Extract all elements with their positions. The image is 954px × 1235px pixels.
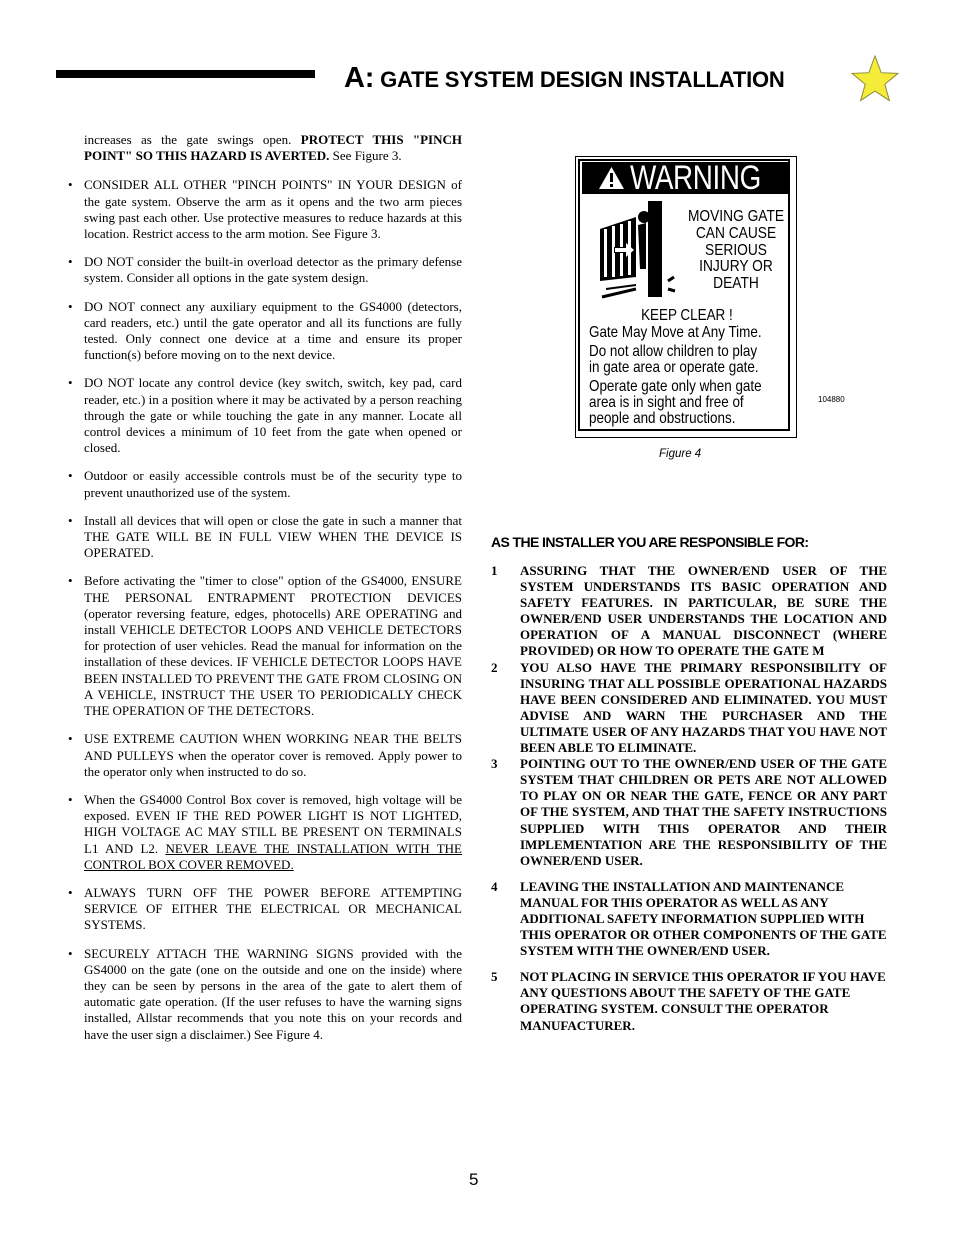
- page-title: [344, 60, 785, 98]
- item-text: YOU ALSO HAVE THE PRIMARY RESPONSIBILITY OF INSURING THAT ALL POSSIBLE OPERATIONAL HAZARDS HAVE BEEN CONSIDERED AND ELIMINATED. YOU MUST ADVISE AND WARN THE PURCHASER AND THE ULTIMATE USER OF ANY HAZARDS THAT YOU HAVE NOT BEEN ABLE TO ELIMINATE.: [520, 659, 887, 756]
- bullet-text: Before activating the "timer to close" option of the GS4000, ENSURE THE PERSONAL ENTRAPMENT PROTECTION DEVICES (operator reversing feature, edges, photocells) ARE OPERATING and install VEHICLE DETECTOR LOOPS AND VEHICLE DETECTORS for protection of user vehicles. Read the manual for information on the installation of these devices. IF VEHICLE DETECTOR LOOPS HAVE BEEN INSTALLED TO PREVENT THE GATE FROM CLOSING ON A VEHICLE, INSTRUCT THE USER TO PERIODICALLY CHECK THE OPERATION OF THE DETECTORS.: [84, 573, 462, 719]
- list-item: [491, 660, 887, 757]
- item-text: NOT PLACING IN SERVICE THIS OPERATOR IF YOU HAVE ANY QUESTIONS ABOUT THE SAFETY OF THE GATE OPERATING SYSTEM. CONSULT THE OPERATOR MANUFACTURER.: [520, 969, 886, 1033]
- bullet-icon: •: [68, 791, 73, 807]
- warning-header: [582, 159, 788, 197]
- intro-tail: See Figure 3.: [329, 148, 402, 164]
- bullet-item: [68, 792, 462, 873]
- bullet-icon: •: [68, 945, 73, 961]
- instruction-line: area is in sight and free of: [589, 394, 744, 411]
- bullet-underlined-text: NEVER LEAVE THE INSTALLATION WITH THE CONTROL BOX COVER REMOVED.: [84, 840, 462, 872]
- bullet-text: SECURELY ATTACH THE WARNING SIGNS provided with the GS4000 on the gate (one on the outside and one on the inside) where they can be seen by persons in the area of the gate to alert them of automatic gate operation. (If the user refuses to have the warning signs installed, Allstar recommends that you note this on your records and have the user sign a disclaimer.) See Figure 4.: [84, 945, 462, 1042]
- bullet-icon: •: [68, 177, 73, 193]
- bullet-icon: •: [68, 731, 73, 747]
- bullet-icon: •: [68, 298, 73, 314]
- intro-paragraph: [68, 132, 462, 164]
- list-item: [491, 563, 887, 660]
- item-number: 3: [491, 756, 498, 772]
- instruction-line: Operate gate only when gate: [589, 378, 762, 395]
- item-text: ASSURING THAT THE OWNER/END USER OF THE SYSTEM UNDERSTANDS ITS BASIC OPERATION AND SAFETY FEATURES. IN PARTICULAR, BE SURE THE OWNER/END USER UNDERSTANDS THE LOCATION AND OPERATION OF A MANUAL DISCONNECT (WHERE PROVIDED) OR HOW TO OPERATE THE GATE M: [520, 563, 887, 659]
- bullet-item: [68, 254, 462, 286]
- hazard-line: CAN CAUSE: [695, 224, 777, 242]
- bullet-icon: •: [68, 512, 73, 528]
- item-text: LEAVING THE INSTALLATION AND MAINTENANCE MANUAL FOR THIS OPERATOR AS WELL AS ANY ADDITIONAL SAFETY INFORMATION SUPPLIED WITH THIS OPERATOR OR OTHER COMPONENTS OF THE GATE SYSTEM WITH THE OWNER/END USER.: [520, 878, 887, 959]
- header-rule: [56, 70, 315, 78]
- bullet-item: [68, 375, 462, 456]
- warning-instructions: [589, 308, 791, 427]
- bullet-icon: •: [68, 468, 73, 484]
- intro-bold: PROTECT THIS "PINCH POINT" SO THIS HAZARD IS AVERTED.: [84, 132, 462, 164]
- bullet-item: [68, 513, 462, 562]
- bullet-item: [68, 946, 462, 1043]
- gate-crush-hazard-icon: [596, 199, 676, 299]
- instruction-line: Gate May Move at Any Time.: [589, 324, 762, 341]
- bullet-icon: •: [68, 375, 73, 391]
- bullet-icon: •: [68, 573, 73, 589]
- hazard-line: DEATH: [713, 275, 759, 293]
- item-text: POINTING OUT TO THE OWNER/END USER OF THE GATE SYSTEM THAT CHILDREN OR PETS ARE NOT ALLOWED TO PLAY ON OR NEAR THE GATE, FENCE OR ANY PART OF THE SYSTEM, AND THAT THE SAFETY INSTRUCTIONS SUPPLIED WITH THIS OPERATOR AND THEIR IMPLEMENTATION ARE THE RESPONSIBILITY OF THE OWNER/END USER.: [520, 756, 887, 868]
- left-column: [68, 132, 462, 1055]
- intro-text: increases as the gate swings open.: [84, 132, 301, 147]
- bullet-text: DO NOT consider the built-in overload detector as the primary defense system. Consider all options in the gate system design.: [84, 254, 462, 286]
- hazard-line: INJURY OR: [699, 258, 773, 276]
- bullet-icon: •: [68, 884, 73, 900]
- instruction-line: in gate area or operate gate.: [589, 359, 759, 376]
- star-icon: [851, 54, 899, 102]
- hazard-line: SERIOUS: [705, 241, 767, 259]
- list-item: [491, 756, 887, 869]
- bullet-text: DO NOT locate any control device (key switch, switch, key pad, card reader, etc.) in a position where it may be activated by a person reaching through the gate or while touching the gate in any manner. Locate all control devices a minimum of 10 feet from the gate when opened or closed.: [84, 375, 462, 456]
- hazard-line: MOVING GATE: [687, 208, 785, 225]
- keep-clear-label: KEEP CLEAR !: [641, 307, 733, 324]
- instruction-line: people and obstructions.: [589, 410, 736, 427]
- bullet-text: ALWAYS TURN OFF THE POWER BEFORE ATTEMPTING SERVICE OF EITHER THE ELECTRICAL OR MECHANICAL SYSTEMS.: [84, 884, 462, 933]
- list-item: [491, 969, 887, 1033]
- bullet-text: CONSIDER ALL OTHER "PINCH POINTS" IN YOUR DESIGN of the gate system. Observe the arm as it opens and the two arm pieces swing past each other. Use protective measures to reduce hazards at this location. Restrict access to the arm motion. See Figure 3.: [84, 177, 462, 242]
- item-number: 4: [491, 878, 498, 894]
- bullet-item: [68, 885, 462, 934]
- instruction-line: Do not allow children to play: [589, 343, 758, 360]
- hazard-statement: [688, 209, 784, 293]
- alert-triangle-icon: [598, 166, 625, 190]
- bullet-item: [68, 299, 462, 364]
- item-number: 1: [491, 563, 498, 578]
- title-main: GATE SYSTEM DESIGN INSTALLATION: [380, 67, 785, 92]
- item-number: 2: [491, 659, 498, 675]
- bullet-item: [68, 177, 462, 242]
- bullet-icon: •: [68, 254, 73, 270]
- figure-caption: Figure 4: [659, 448, 702, 460]
- responsibilities-list: [491, 563, 887, 1034]
- sign-code: 104880: [818, 395, 845, 404]
- bullet-text: When the GS4000 Control Box cover is removed, high voltage will be exposed. EVEN IF THE RED POWER LIGHT IS NOT LIGHTED, HIGH VOLTAGE AC MAY STILL BE PRESENT ON TERMINALS L1 AND L2.: [84, 791, 462, 856]
- bullet-text: DO NOT connect any auxiliary equipment to the GS4000 (detectors, card readers, etc.) until the gate operator and all its functions are fully tested. Only connect one device at a time and ensure its proper function(s) before moving on to the next device.: [84, 298, 462, 363]
- responsibilities-heading: AS THE INSTALLER YOU ARE RESPONSIBLE FOR:: [491, 534, 809, 550]
- warning-word: WARNING: [630, 159, 761, 197]
- bullet-text: USE EXTREME CAUTION WHEN WORKING NEAR THE BELTS AND PULLEYS when the operator cover is removed. Apply power to the operator only when instructed to do so.: [84, 731, 462, 779]
- item-number: 5: [491, 969, 498, 985]
- bullet-text: Install all devices that will open or close the gate in such a manner that THE GATE WILL BE IN FULL VIEW WHEN THE DEVICE IS OPERATED.: [84, 512, 462, 561]
- bullet-item: [68, 731, 462, 780]
- title-prefix: A:: [344, 62, 375, 94]
- bullet-item: [68, 468, 462, 500]
- bullet-item: [68, 573, 462, 719]
- page-number: 5: [469, 1170, 479, 1189]
- bullet-text: Outdoor or easily accessible controls must be of the security type to prevent unauthorized use of the system.: [84, 468, 462, 500]
- list-item: [491, 879, 887, 959]
